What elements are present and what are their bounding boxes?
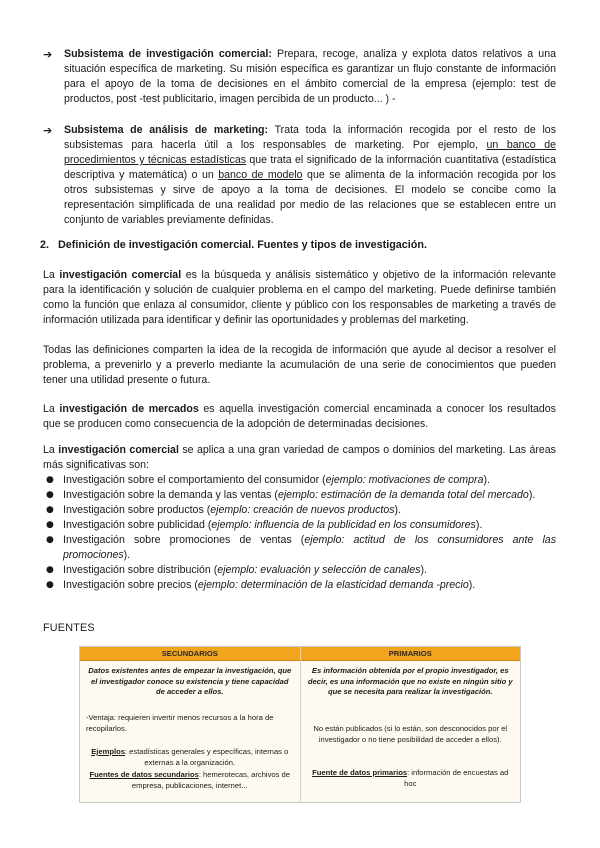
subsystem-description: que trata el significado de la información cuantitativa (estadística descriptiva y matemática) o un — [64, 154, 556, 181]
paragraph: La investigación comercial es la búsqueda y análisis sistemático y objetivo de la información relevante para la identificación y solución de cualquier problema en el campo del marketing. Puede definirse también como la función que enlaza al consumidor, cliente y público con los responsables de marketing a través de información utilizada para identificar y definir las oportunidades y problemas del marketing. — [43, 269, 556, 326]
list-item: ● Investigación sobre precios (ejemplo: determinación de la elasticidad demanda -precio). — [46, 579, 476, 591]
bullet-icon: ● — [46, 505, 54, 515]
underlined-term: un banco de procedimientos y técnicas estadísticas — [64, 139, 557, 166]
list-item: ● Investigación sobre publicidad (ejemplo: influencia de la publicidad en los consumidores). — [46, 519, 483, 531]
primary-note: No están publicados (si lo están, son desconocidos por el investigador o no tiene posibilidad de acceder a ellos). — [313, 724, 508, 744]
bullet-icon: ● — [46, 535, 54, 545]
section-heading: 2. Definición de investigación comercial. Fuentes y tipos de investigación. — [40, 239, 427, 251]
bold-term: investigación de mercados — [59, 403, 199, 415]
subsystem-text — [64, 123, 556, 228]
bullet-icon: ● — [46, 475, 54, 485]
bold-term: investigación comercial — [58, 444, 179, 456]
list-item: ● Investigación sobre promociones de ventas (ejemplo: actitud de los consumidores ante las promociones). — [46, 534, 556, 561]
column-header: PRIMARIOS — [301, 647, 521, 661]
primary-source: Fuente de datos primarios: información de encuestas ad hoc — [312, 768, 509, 788]
secondary-sources: Fuentes de datos secundarios: hemerotecas, archivos de empresa, publicaciones, internet... — [89, 770, 290, 790]
secondary-column — [80, 647, 301, 802]
paragraph: Todas las definiciones comparten la idea de la recogida de información que ayude al decisor a resolver el problema, a prevenirlo y a preverlo mediante la acumulación de una serie de conocimientos que pueden tener una utilidad presente o futura. — [43, 344, 556, 386]
subsystem-title: Subsistema de investigación comercial: — [64, 48, 272, 60]
subsystem-description: Trata toda la información recogida por el resto de los subsistemas para hacerla útil a los responsables de marketing. Por ejemplo, — [64, 124, 556, 151]
subsystem-description: Prepara, recoge, analiza y explota datos relativos a una situación específica de marketing. Su misión específica es garantizar un flujo constante de información para el apoyo de la toma de decisiones en el ámbito comercial de la empresa (ejemplo: test de productos, post -test publicitario, imagen percibida de un producto... ) - — [64, 48, 556, 105]
underlined-term: banco de modelo — [218, 169, 303, 181]
paragraph: La investigación comercial se aplica a una gran variedad de campos o dominios del marketing. Las áreas más significativas son: — [43, 444, 556, 471]
research-areas-list — [43, 473, 556, 593]
arrow-icon: ➔ — [43, 48, 53, 61]
list-item: ● Investigación sobre el comportamiento del consumidor (ejemplo: motivaciones de compra). — [46, 474, 490, 486]
secondary-definition: Datos existentes antes de empezar la investigación, que el investigador conoce su existencia y tiene capacidad de acceder a ellos. — [88, 666, 292, 696]
subsystem-text — [64, 47, 556, 107]
sources-label: FUENTES — [43, 622, 95, 634]
list-item: ● Investigación sobre distribución (ejemplo: evaluación y selección de canales). — [46, 564, 427, 576]
list-item: ● Investigación sobre la demanda y las ventas (ejemplo: estimación de la demanda total del mercado). — [46, 489, 536, 501]
sources-table — [79, 646, 521, 803]
subsystem-title: Subsistema de análisis de marketing: — [64, 124, 269, 136]
subsystem-item — [43, 123, 556, 228]
bullet-icon: ● — [46, 580, 54, 590]
primary-column — [301, 647, 521, 802]
arrow-icon: ➔ — [43, 124, 53, 137]
bold-term: investigación comercial — [59, 269, 182, 281]
secondary-advantage: -Ventaja: requieren invertir menos recursos a la hora de recopilarlos. — [86, 713, 274, 733]
primary-definition: Es información obtenida por el propio investigador, es decir, es una información que no existe en ningún sitio y que se necesita para realizar la investigación. — [307, 666, 513, 696]
subsystem-description: que se alimenta de la información recogida por los otros subsistemas y sirve de apoyo a la toma de decisiones. El modelo se concibe como la representación simplificada de una realidad por medio de las relaciones que se establecen entre un conjunto de variables previamente definidas. — [64, 169, 556, 226]
bullet-icon: ● — [46, 520, 54, 530]
bullet-icon: ● — [46, 565, 54, 575]
paragraph: La investigación de mercados es aquella investigación comercial encaminada a conocer los resultados que se producen como consecuencia de la adopción de determinadas decisiones. — [43, 403, 556, 430]
secondary-examples: Ejemplos: estadísticas generales y específicas, internas o externas a la organización. — [91, 747, 289, 767]
bullet-icon: ● — [46, 490, 54, 500]
subsystem-item — [43, 47, 556, 107]
list-item: ● Investigación sobre productos (ejemplo: creación de nuevos productos). — [46, 504, 402, 516]
column-header: SECUNDARIOS — [80, 647, 300, 661]
